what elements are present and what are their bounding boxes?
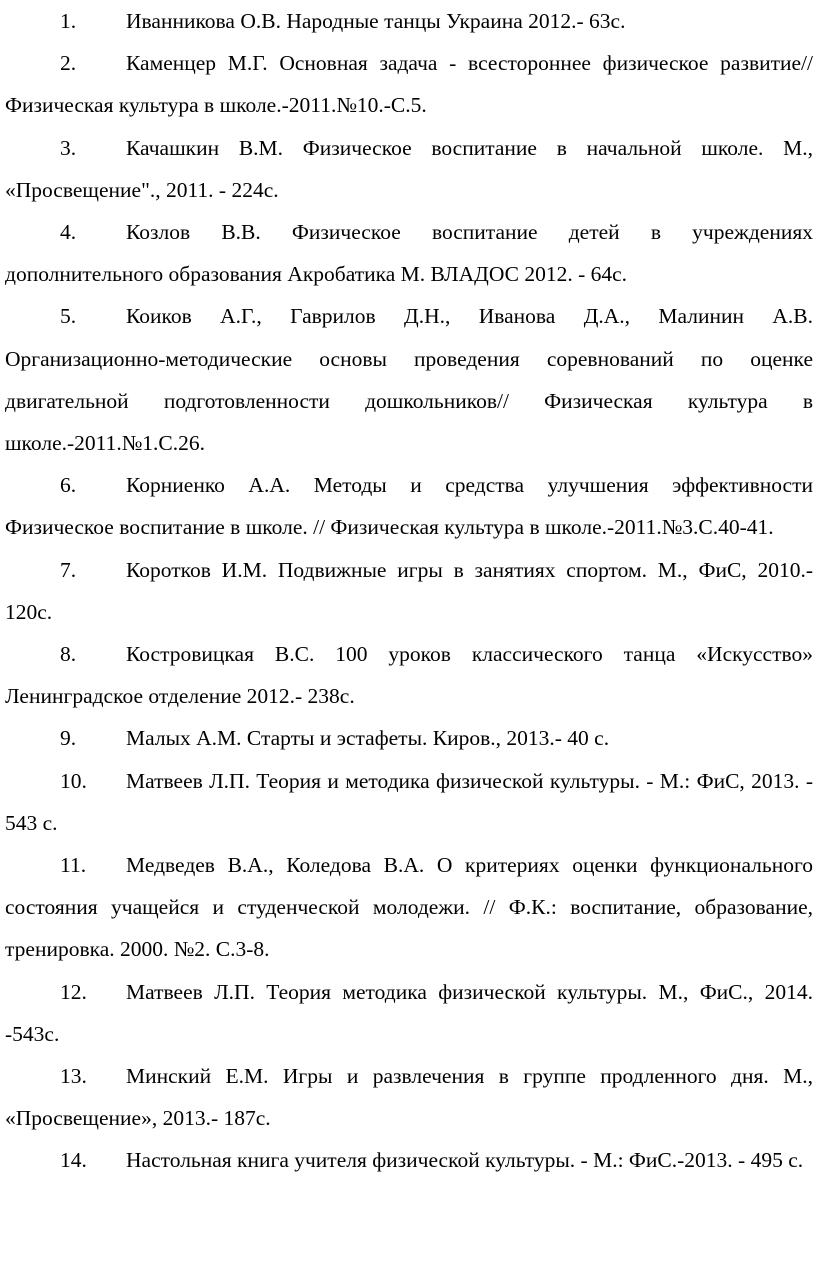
bibliography-entry-3 (5, 127, 813, 211)
entry-number: 2. (60, 51, 77, 76)
entry-text: Коиков А.Г., Гаврилов Д.Н., Иванова Д.А., Малинин А.В. Организационно-методические основы проведения соревнований по оценке двигательной подготовленности дошкольников// Физическая культура в школе.-2011.№1.С.26. (5, 304, 813, 456)
bibliography-entry-4 (5, 211, 813, 295)
entry-text: Корниенко А.А. Методы и средства улучшения эффективности Физическое воспитание в школе. // Физическая культура в школе.-2011.№3.С.40-41. (5, 473, 813, 540)
entry-text: Костровицкая В.С. 100 уроков классического танца «Искусство» Ленинградское отделение 2012.- 238с. (5, 642, 813, 709)
entry-text: Малых А.М. Старты и эстафеты. Киров., 2013.- 40 с. (126, 726, 610, 751)
entry-number: 1. (60, 9, 77, 33)
bibliography-entry-13 (5, 1055, 813, 1139)
entry-number: 8. (60, 642, 77, 667)
bibliography-entry-7 (5, 549, 813, 633)
entry-number: 3. (60, 135, 77, 160)
bibliography-entry-10 (5, 760, 813, 844)
entry-number: 7. (60, 557, 77, 582)
entry-number: 4. (60, 220, 77, 245)
entry-text: Каменцер М.Г. Основная задача - всестороннее физическое развитие// Физическая культура в школе.-2011.№10.-С.5. (5, 51, 813, 118)
entry-number: 9. (60, 726, 77, 751)
bibliography-entry-14 (5, 1139, 813, 1181)
entry-text: Матвеев Л.П. Теория методика физической культуры. М., ФиС., 2014. -543с. (5, 979, 813, 1046)
entry-text: Медведев В.А., Коледова В.А. О критериях оценки функционального состояния учащейся и студенческой молодежи. // Ф.К.: воспитание, образование, тренировка. 2000. №2. С.3-8. (5, 853, 813, 962)
entry-number: 5. (60, 304, 77, 329)
bibliography-entry-8 (5, 633, 813, 717)
bibliography-entry-12 (5, 971, 813, 1055)
bibliography-entry-11 (5, 844, 813, 971)
entry-number: 13. (60, 1064, 87, 1089)
bibliography-list (5, 0, 813, 1182)
entry-text: Матвеев Л.П. Теория и методика физической культуры. - М.: ФиС, 2013. - 543 с. (5, 768, 813, 835)
entry-text: Настольная книга учителя физической культуры. - М.: ФиС.-2013. - 495 с. (126, 1148, 804, 1173)
entry-number: 12. (60, 979, 87, 1004)
bibliography-entry-1 (5, 0, 813, 42)
entry-number: 11. (60, 853, 87, 878)
entry-text: Иванникова О.В. Народные танцы Украина 2012.- 63с. (126, 9, 626, 33)
bibliography-entry-5 (5, 295, 813, 464)
entry-number: 10. (60, 768, 87, 793)
bibliography-entry-2 (5, 42, 813, 126)
entry-text: Минский Е.М. Игры и развлечения в группе продленного дня. М., «Просвещение», 2013.- 187с. (5, 1064, 813, 1131)
bibliography-entry-6 (5, 464, 813, 548)
entry-text: Коротков И.М. Подвижные игры в занятиях спортом. М., ФиС, 2010.- 120с. (5, 557, 813, 624)
entry-text: Козлов В.В. Физическое воспитание детей в учреждениях дополнительного образования Акробатика М. ВЛАДОС 2012. - 64с. (5, 220, 813, 287)
entry-text: Качашкин В.М. Физическое воспитание в начальной школе. М., «Просвещение"., 2011. - 224с. (5, 135, 813, 202)
entry-number: 14. (60, 1148, 87, 1173)
entry-number: 6. (60, 473, 77, 498)
bibliography-entry-9 (5, 717, 813, 759)
